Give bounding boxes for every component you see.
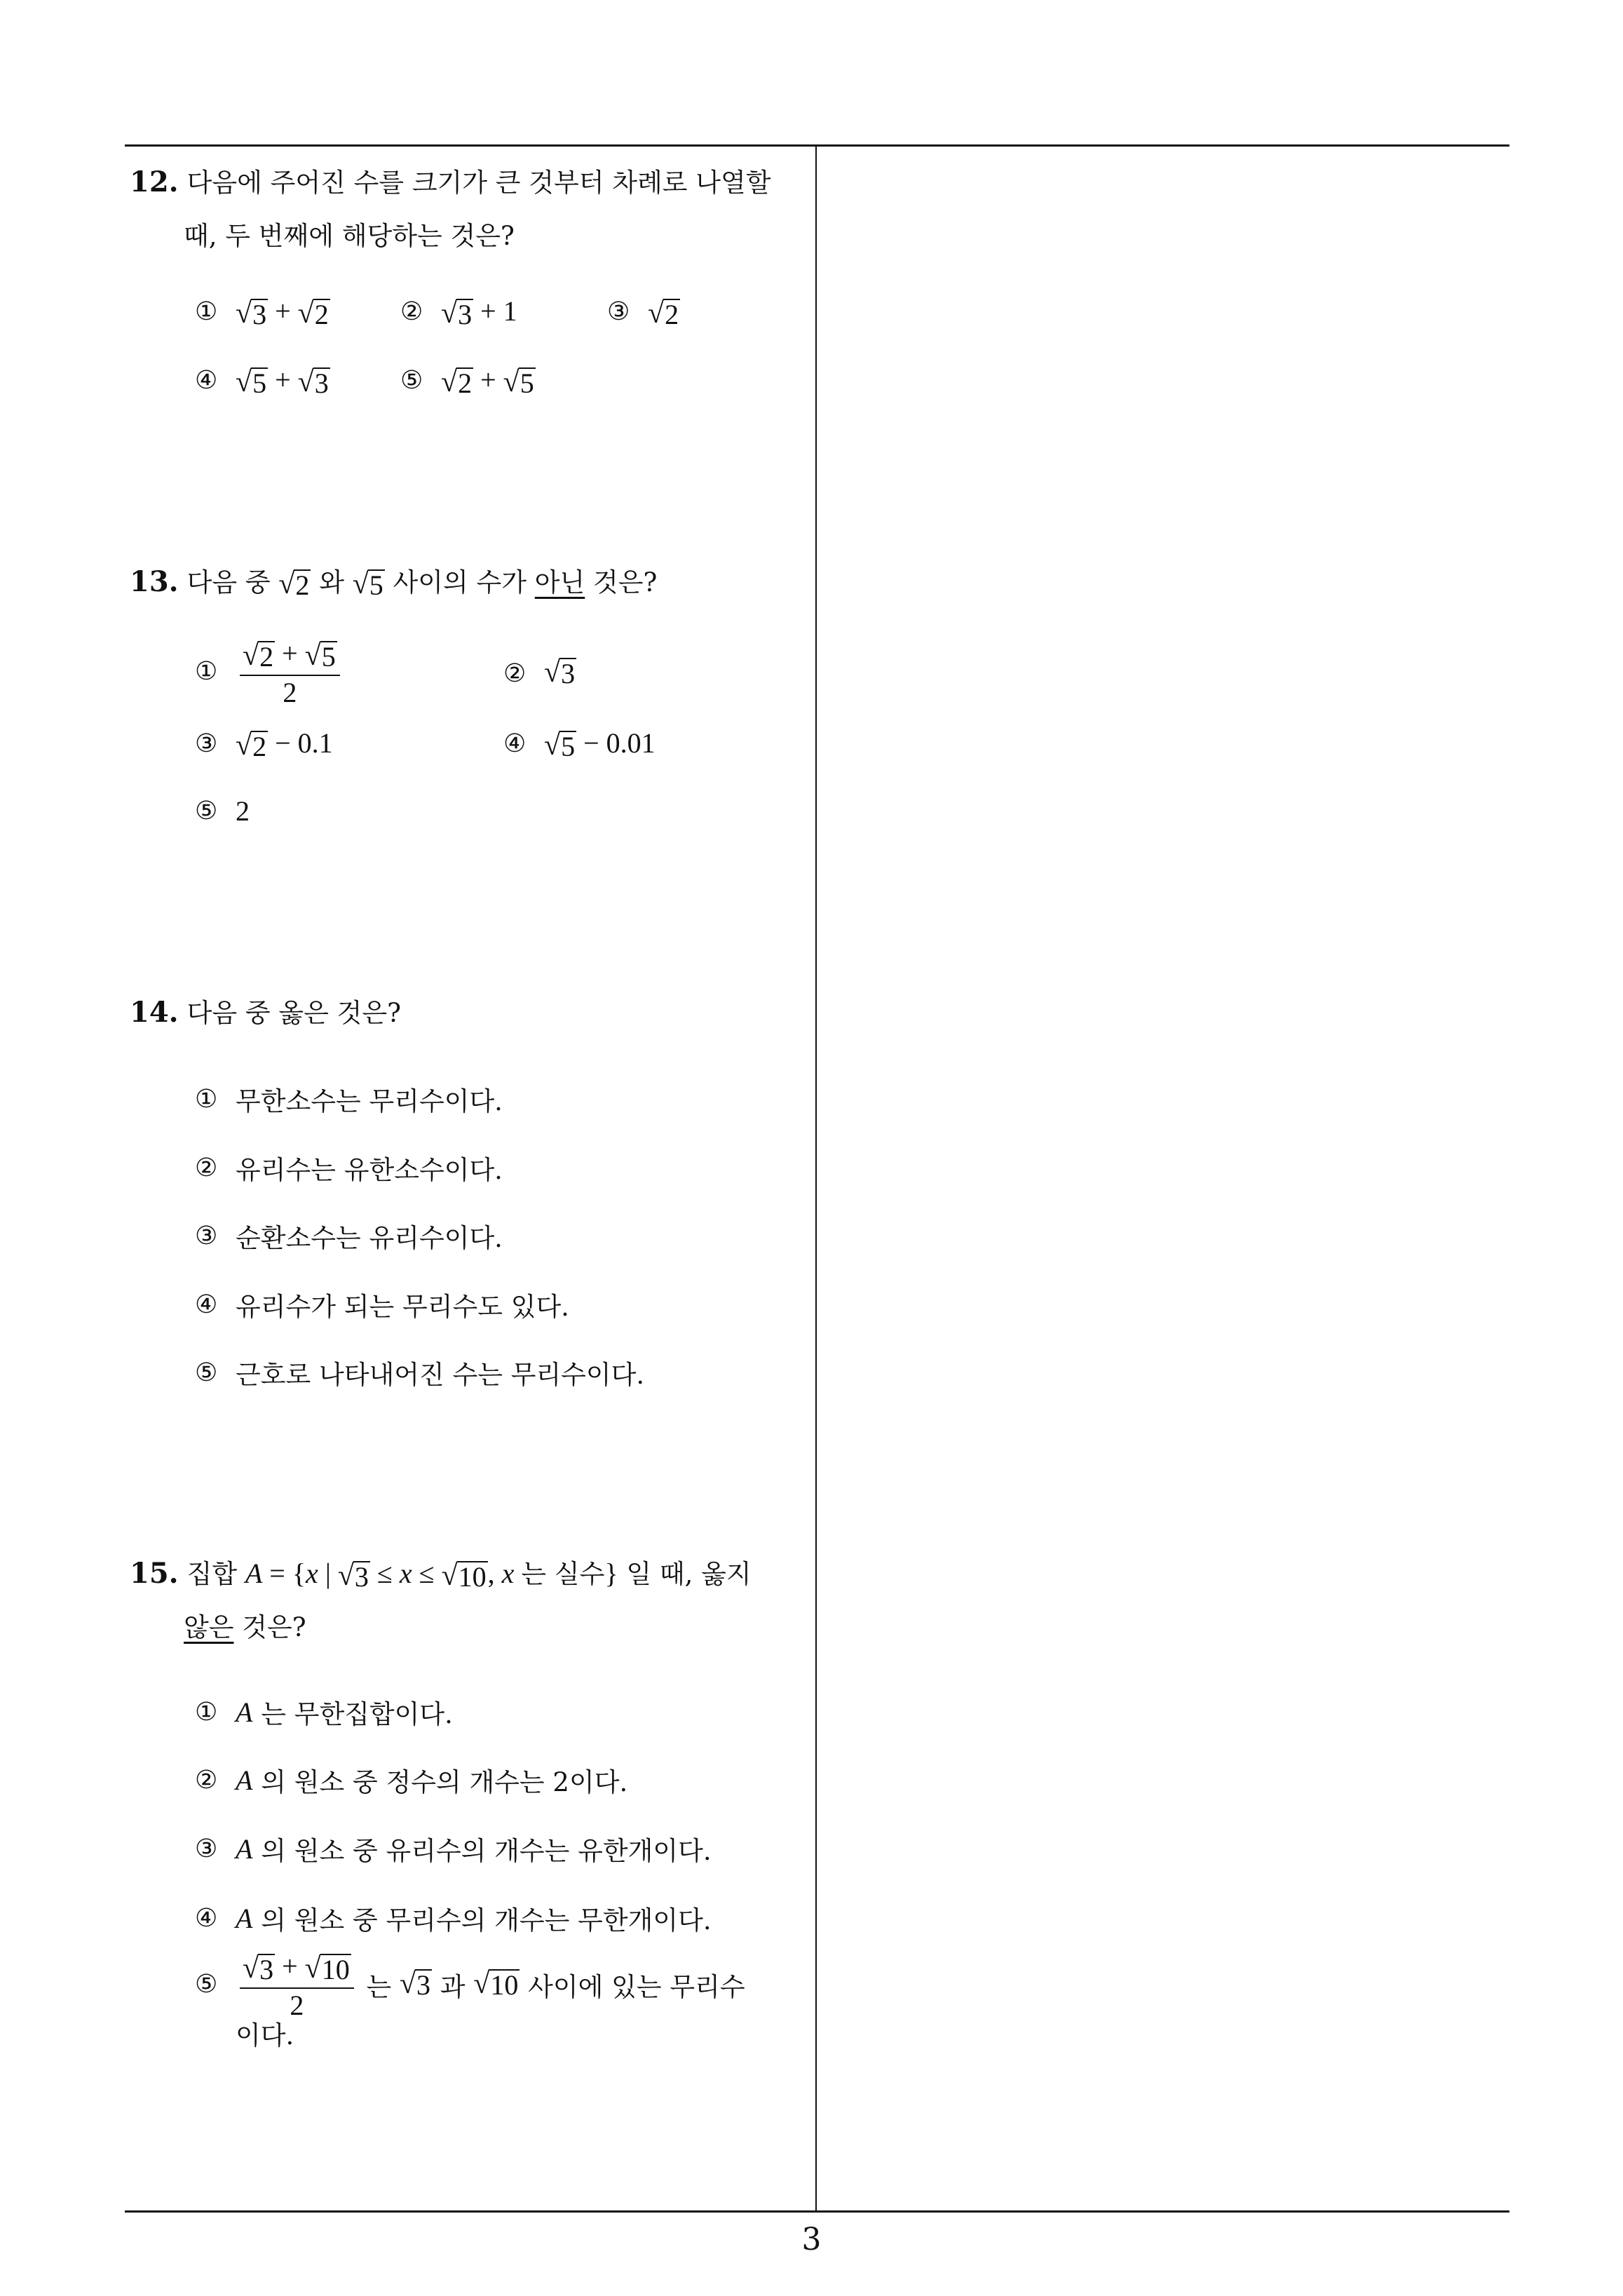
sqrt: √ 5 [352, 567, 383, 601]
sqrt: √ 2 [236, 729, 267, 762]
bottom-rule [125, 2210, 1509, 2213]
choice-number: ⑤ [195, 1970, 218, 1999]
sqrt: √ 2 [648, 297, 679, 330]
choice-number: ② [503, 659, 527, 688]
choice-13-4[interactable]: ④ √ 5 − 0.01 [503, 727, 656, 762]
choice-12-5[interactable]: ⑤ √ 2 + √ 5 [400, 364, 534, 399]
choice-13-1[interactable] [195, 637, 344, 707]
choice-12-1[interactable]: ① √ 3 + √ 2 [195, 295, 329, 330]
choice-number: ④ [195, 1903, 218, 1933]
choice-number: ① [195, 657, 218, 687]
choice-14-1[interactable]: ① 무한소수는 무리수이다. [195, 1084, 503, 1116]
sqrt: √ 2 [278, 567, 310, 601]
question-12 [130, 156, 806, 263]
top-rule [125, 144, 1509, 147]
sqrt: √ 3 [337, 1559, 369, 1593]
sqrt: √ 3 [544, 656, 576, 689]
sqrt: √ 2 [243, 639, 274, 673]
choice-15-4[interactable]: ④ A 의 원소 중 무리수의 개수는 무한개이다. [195, 1902, 712, 1936]
choice-15-5[interactable]: ⑤ √ 3 + √ 10 2 는 √ 3 과 √ 10 사이에 있는 무리수 [195, 1950, 745, 2021]
choice-15-3[interactable]: ③ A 의 원소 중 유리수의 개수는 유한개이다. [195, 1832, 712, 1866]
sqrt: √ 2 [297, 297, 329, 330]
question-number: 13. [130, 565, 179, 598]
choice-number: ② [195, 1153, 218, 1182]
fraction: √ 3 + √ 10 2 [240, 1950, 354, 2020]
choice-number: ② [195, 1765, 218, 1795]
choice-12-2[interactable]: ② √ 3 + 1 [400, 295, 517, 330]
question-number: 15. [130, 1557, 179, 1590]
page-number: 3 [801, 2222, 822, 2257]
sqrt: √ 3 [399, 1967, 431, 2001]
question-number: 12. [130, 166, 179, 198]
sqrt: √ 5 [304, 639, 336, 673]
sqrt: √ 10 [473, 1967, 519, 2001]
question-text: 다음 중 옳은 것은? [186, 998, 401, 1028]
question-14 [130, 986, 806, 1040]
choice-number: ③ [607, 297, 630, 327]
choice-number: ⑤ [195, 797, 218, 825]
choice-number: ① [195, 1697, 218, 1727]
choice-number: ② [400, 297, 423, 327]
question-text-line2: 때, 두 번째에 해당하는 것은? [184, 221, 515, 251]
fraction: √ 2 + √ 5 2 [240, 637, 340, 707]
choice-15-5-continuation: 이다. [236, 2020, 294, 2051]
choice-number: ④ [195, 366, 218, 396]
sqrt: √ 5 [236, 365, 267, 399]
choice-15-1[interactable]: ① A 는 무한집합이다. [195, 1696, 453, 1729]
set-definition: A = {x | √ 3 ≤ x ≤ √ 10 , x [245, 1558, 515, 1593]
choice-13-3[interactable]: ③ √ 2 − 0.1 [195, 727, 333, 762]
sqrt: √ 3 [236, 297, 267, 330]
choice-13-2[interactable] [503, 658, 576, 689]
choice-number: ① [195, 297, 218, 327]
sqrt: √ 10 [304, 1952, 350, 1985]
question-15: 15. 집합 A = {x | √ 3 ≤ x ≤ √ 10 , x 는 실수} 일 때, 옳지 않은 것은? [130, 1557, 752, 1642]
choice-14-5[interactable]: ⑤ 근호로 나타내어진 수는 무리수이다. [195, 1358, 645, 1390]
choice-14-4[interactable]: ④ 유리수가 되는 무리수도 있다. [195, 1290, 569, 1322]
choice-13-5[interactable]: ⑤ 2 [195, 795, 250, 827]
choice-number: ④ [195, 1290, 218, 1319]
choice-number: ③ [195, 1834, 218, 1863]
sqrt: √ 3 [243, 1952, 274, 1985]
sqrt: √ 5 [503, 365, 534, 399]
sqrt: √ 10 [441, 1559, 487, 1593]
sqrt: √ 2 [441, 365, 473, 399]
choice-12-3[interactable] [607, 295, 680, 330]
choice-number: ④ [503, 729, 527, 759]
sqrt: √ 3 [441, 297, 473, 330]
choice-number: ③ [195, 729, 218, 759]
underlined-word: 아닌 [534, 567, 585, 597]
column-divider [815, 144, 817, 2213]
question-number: 14. [130, 996, 179, 1029]
sqrt: √ 3 [297, 365, 329, 399]
choice-15-2[interactable]: ② A 의 원소 중 정수의 개수는 2이다. [195, 1764, 628, 1797]
question-13: 13. 다음 중 √ 2 와 √ 5 사이의 수가 아닌 것은? [130, 565, 658, 601]
choice-14-2[interactable]: ② 유리수는 유한소수이다. [195, 1153, 503, 1185]
choice-number: ⑤ [400, 366, 423, 396]
choice-number: ⑤ [195, 1358, 218, 1387]
sqrt: √ 5 [544, 729, 576, 762]
choice-number: ③ [195, 1221, 218, 1250]
choice-number: ① [195, 1084, 218, 1114]
underlined-word: 않은 [184, 1612, 234, 1642]
choice-14-3[interactable]: ③ 순환소수는 유리수이다. [195, 1221, 503, 1253]
question-text-line1: 다음에 주어진 수를 크기가 큰 것부터 차례로 나열할 [186, 168, 771, 198]
choice-12-4[interactable]: ④ √ 5 + √ 3 [195, 364, 329, 399]
